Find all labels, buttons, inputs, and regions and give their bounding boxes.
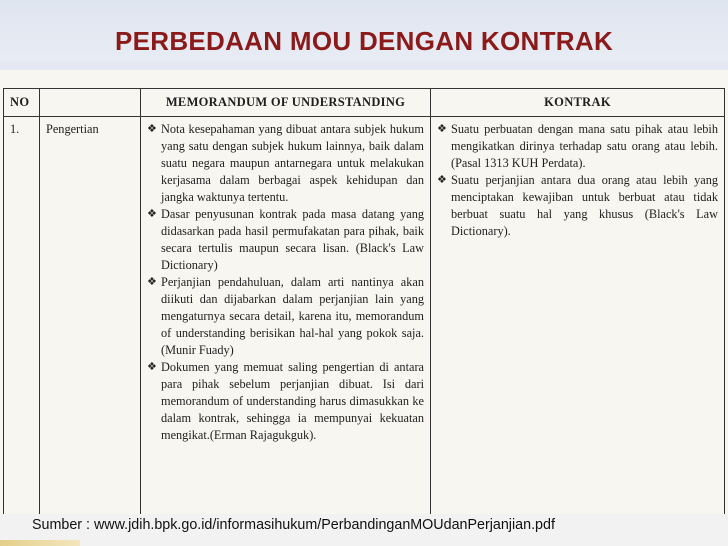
header-no: NO xyxy=(4,89,40,117)
kontrak-cell xyxy=(431,117,725,515)
mou-point xyxy=(147,121,424,206)
row-topic-cell xyxy=(40,117,141,515)
comparison-table xyxy=(3,88,725,514)
mou-point-text: Nota kesepahaman yang dibuat antara subjek hukum yang satu dengan subjek hukum lainnya, baik dalam suatu negara maupun antarnegara untuk melakukan kerjasama dalam berbagai aspek kehidupan dan jangka waktunya tertentu. xyxy=(161,122,424,204)
header-kontrak: KONTRAK xyxy=(431,89,725,117)
table-row xyxy=(4,117,725,515)
row-number: 1. xyxy=(10,122,20,136)
diamond-bullet-icon: ❖ xyxy=(437,123,447,135)
mou-point xyxy=(147,274,424,359)
scanned-table-image xyxy=(0,70,728,514)
mou-cell xyxy=(141,117,431,515)
slide-title: PERBEDAAN MOU DENGAN KONTRAK xyxy=(114,26,614,56)
kontrak-point-text: Suatu perbuatan dengan mana satu pihak atau lebih mengikatkan dirinya terhadap satu orang atau lebih.(Pasal 1313 KUH Perdata). xyxy=(451,122,718,170)
row-topic: Pengertian xyxy=(46,122,99,136)
table-header-row xyxy=(4,89,725,117)
header-mou: MEMORANDUM OF UNDERSTANDING xyxy=(141,89,431,117)
diamond-bullet-icon: ❖ xyxy=(147,361,157,373)
diamond-bullet-icon: ❖ xyxy=(437,174,447,186)
mou-point-text: Dasar penyusunan kontrak pada masa datang yang didasarkan pada hasil permufakatan para pihak, baik secara tertulis maupun secara lisan. (Black's Law Dictionary) xyxy=(161,207,424,272)
source-citation: Sumber : www.jdih.bpk.go.id/informasihukum/PerbandinganMOUdanPerjanjian.pdf xyxy=(32,517,555,533)
decorative-corner-bar xyxy=(0,540,80,546)
diamond-bullet-icon: ❖ xyxy=(147,276,157,288)
kontrak-list xyxy=(431,117,724,240)
mou-point-text: Dokumen yang memuat saling pengertian di antara para pihak sebelum perjanjian dibuat. Isi dari memorandum of understanding harus dimasukkan ke dalam kontrak, sehingga ia mempunyai kekuatan mengikat.(Erman Rajagukguk). xyxy=(161,360,424,442)
kontrak-point xyxy=(437,172,718,240)
mou-point-text: Perjanjian pendahuluan, dalam arti nantinya akan diikuti dan dijabarkan dalam perjanjian lain yang mengaturnya secara detail, karena itu, memorandum of understanding berisikan hal-hal yang pokok saja. (Munir Fuady) xyxy=(161,275,424,357)
mou-list xyxy=(141,117,430,444)
footer-band xyxy=(0,514,728,546)
kontrak-point-text: Suatu perjanjian antara dua orang atau lebih yang menciptakan kewajiban untuk berbuat atau tidak berbuat suatu hal yang khusus (Black's Law Dictionary). xyxy=(451,173,718,238)
mou-point xyxy=(147,359,424,444)
mou-point xyxy=(147,206,424,274)
header-topic xyxy=(40,89,141,117)
row-number-cell xyxy=(4,117,40,515)
kontrak-point xyxy=(437,121,718,172)
diamond-bullet-icon: ❖ xyxy=(147,208,157,220)
diamond-bullet-icon: ❖ xyxy=(147,123,157,135)
